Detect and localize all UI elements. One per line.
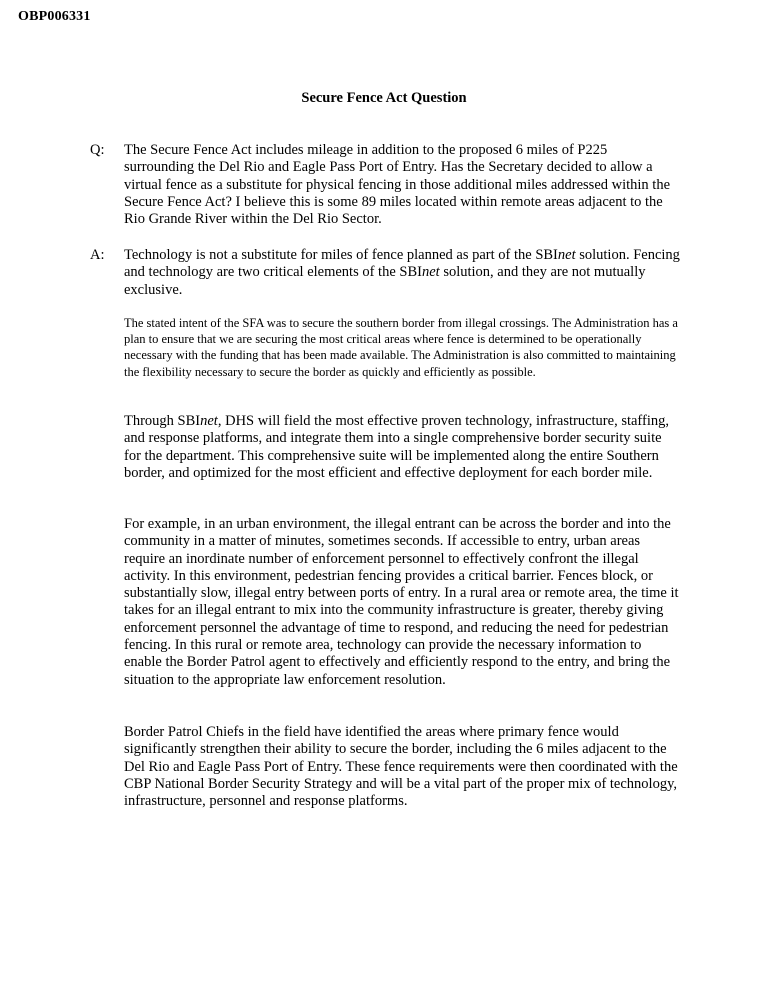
answer-p3-net: net bbox=[200, 413, 218, 429]
answer-p1-net-1: net bbox=[557, 247, 576, 263]
answer-p3-part-b: , DHS will field the most effective proven technology, infrastructure, staffing, and response platforms, and integrate them into a single comprehensive border security suite for the department. This comprehensive suite will be implemented along the entire Southern border, and optimized for the most efficient and effective deployment for each border mile. bbox=[124, 413, 669, 481]
question-block bbox=[90, 142, 680, 228]
answer-p1-part-a: Technology is not a substitute for miles of fence planned as part of the SBI bbox=[124, 247, 558, 263]
answer-paragraph-5: Border Patrol Chiefs in the field have identified the areas where primary fence would significantly strengthen their ability to secure the border, including the 6 miles adjacent to the Del Rio and Eagle Pass Port of Entry. These fence requirements were then coordinated with the CBP National Border Security Strategy and will be a vital part of the proper mix of technology, infrastructure, personnel and response platforms. bbox=[124, 724, 678, 810]
question-label: Q: bbox=[90, 142, 105, 158]
answer-paragraph-4: For example, in an urban environment, the illegal entrant can be across the border and into the community in a matter of minutes, sometimes seconds. If accessible to entry, urban areas require an inordinate number of enforcement personnel to effectively confront the illegal activity. In this environment, pedestrian fencing provides a critical barrier. Fences block, or substantially slow, illegal entry between ports of entry. In a rural area or remote area, the time it takes for an illegal entrant to mix into the community infrastructure is greater, thereby giving enforcement personnel the advantage of time to respond, and reducing the need for pedestrian fencing. In this rural or remote area, technology can provide the necessary information to enable the Border Patrol agent to effectively and efficiently respond to the entry, and bring the situation to the appropriate law enforcement resolution. bbox=[124, 516, 679, 688]
page-title: Secure Fence Act Question bbox=[301, 90, 467, 106]
document-id: OBP006331 bbox=[18, 9, 91, 24]
answer-paragraph-1 bbox=[124, 247, 680, 299]
answer-paragraph-2: The stated intent of the SFA was to secure the southern border from illegal crossings. The Administration has a plan to ensure that we are securing the most critical areas where fence is determined to be operationally necessary with the funding that has been made available. The Administration is also committed to maintaining the flexibility necessary to secure the border as quickly and efficiently as possible. bbox=[124, 316, 678, 379]
answer-p1-part-c: solution, and they are not mutually exclusive. bbox=[124, 264, 646, 298]
answer-p1-part-b: solution. Fencing and technology are two critical elements of the SBI bbox=[124, 247, 680, 281]
answer-p3-part-a: Through SBI bbox=[124, 413, 201, 429]
answer-p1-net-2: net bbox=[421, 264, 440, 281]
answer-paragraph-3 bbox=[124, 413, 680, 482]
answer-label: A: bbox=[90, 247, 105, 263]
question-text: The Secure Fence Act includes mileage in addition to the proposed 6 miles of P225 surrounding the Del Rio and Eagle Pass Port of Entry. Has the Secretary decided to allow a virtual fence as a substitute for physical fencing in those additional miles addressed within the Secure Fence Act? I believe this is some 89 miles located within remote areas adjacent to the Rio Grande River within the Del Rio Sector. bbox=[124, 142, 671, 228]
answer-block bbox=[90, 247, 680, 299]
